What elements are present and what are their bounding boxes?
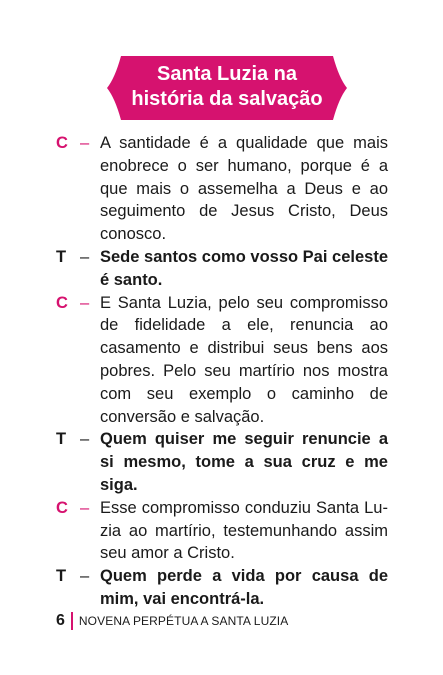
- page-number: 6: [56, 612, 65, 629]
- dash: –: [80, 498, 90, 517]
- dialog-text: Esse compromisso conduziu Santa Luzia ao martírio, testemunhando assim seu amor a Cristo.: [100, 498, 388, 563]
- dialog-text: E Santa Luzia, pelo seu compromisso de fidelidade a ele, renuncia ao casamento e distribui seus bens aos pobres. Pelo seu martírio nos mostra com seu exemplo o caminho de conversão e salvação.: [100, 293, 388, 426]
- dash: –: [80, 430, 90, 449]
- dialog-line-5: [56, 497, 388, 565]
- dialog-line-6: [56, 565, 388, 611]
- dash: –: [80, 134, 90, 152]
- section-title-badge: [107, 56, 347, 120]
- speaker-label: C: [56, 498, 68, 517]
- dialog-text: Sede santos como vosso Pai celeste é santo.: [100, 247, 388, 289]
- speaker-label: T: [56, 247, 67, 266]
- dash: –: [80, 247, 90, 266]
- page-footer: [56, 612, 288, 630]
- dialog-line-3: [56, 292, 388, 429]
- prayer-dialog: [56, 132, 388, 611]
- speaker-label: T: [56, 567, 67, 586]
- speaker-label: C: [56, 293, 68, 312]
- running-title: NOVENA PERPÉTUA A SANTA LUZIA: [78, 614, 289, 628]
- dialog-text: Quem perde a vida por causa de mim, vai encontrá-la.: [100, 567, 388, 608]
- footer-divider: [71, 612, 73, 630]
- dialog-line-4: [56, 428, 388, 496]
- dialog-line-2: [56, 246, 388, 292]
- speaker-label: T: [56, 430, 67, 449]
- dialog-text: A santidade é a qualidade que mais enobrece o ser humano, porque é a que mais o assemelha a Deus e ao seguimento de Jesus Cristo, Deus conosco.: [100, 134, 388, 244]
- dash: –: [80, 293, 90, 312]
- section-title-line-2: história da salvação: [131, 88, 323, 110]
- speaker-label: C: [56, 134, 68, 152]
- section-title: [107, 62, 347, 112]
- dialog-line-1: [56, 132, 388, 246]
- section-title-line-1: Santa Luzia na: [156, 63, 298, 85]
- dialog-text: Quem quiser me seguir renuncie a si mesmo, tome a sua cruz e me siga.: [100, 430, 388, 494]
- dash: –: [80, 567, 90, 586]
